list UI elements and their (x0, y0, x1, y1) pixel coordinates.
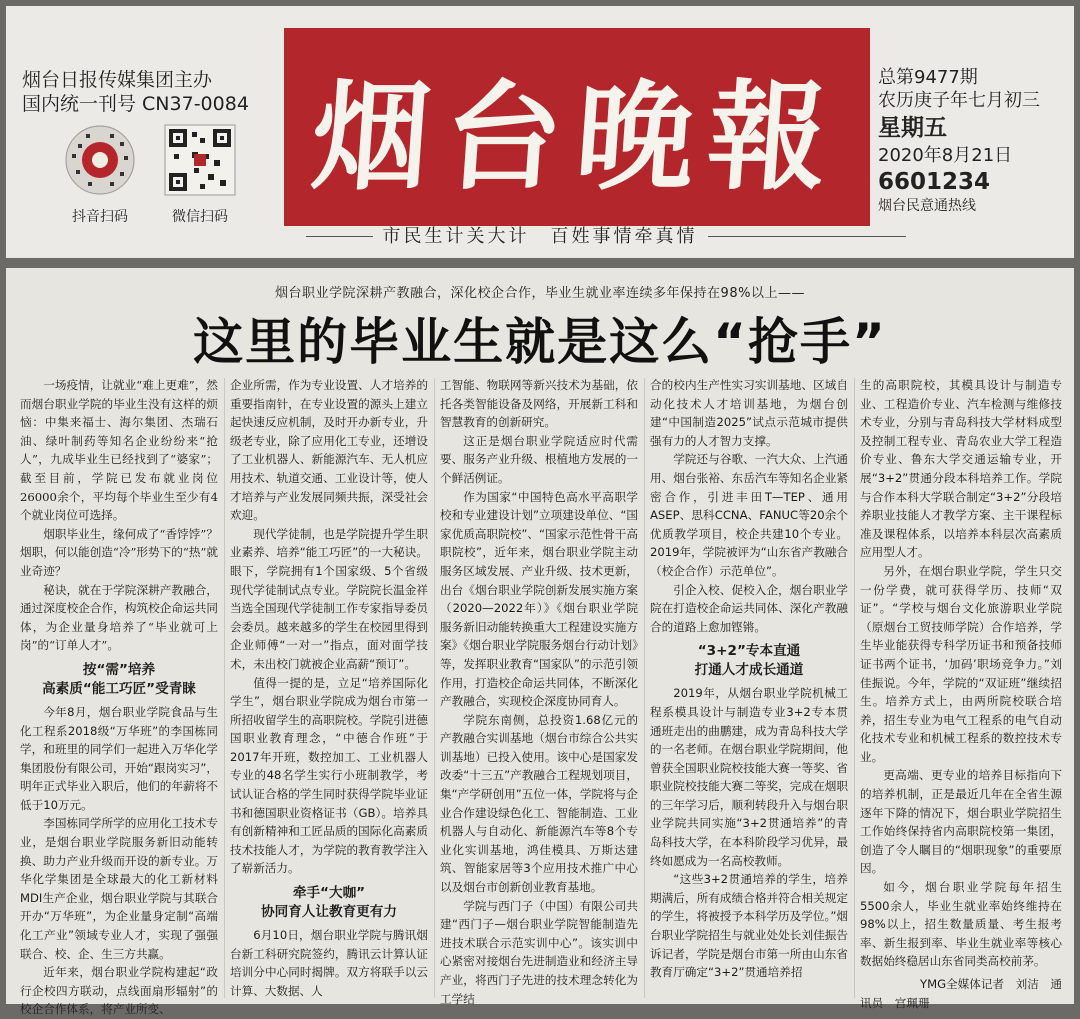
column-rule (434, 378, 435, 998)
body-paragraph: 合的校内生产性实习实训基地、区域自动化技术人才培训基地，为烟台创建“中国制造2025”试点示范城市提供强有力的人才智力支撑。 (650, 378, 848, 448)
byline-line: YMG全媒体记者 刘洁 通 (919, 977, 1062, 991)
page-divider (6, 258, 1074, 268)
hotline-label: 烟台民意通热线 (878, 198, 976, 214)
weekday: 星期五 (878, 115, 947, 141)
lunar-date: 农历庚子年七月初三 (878, 90, 1040, 111)
body-paragraph: 学院还与谷歌、一汽大众、上汽通用、烟台张裕、东岳汽车等知名企业紧密合作，引进丰田T—TEP、通用ASEP、思科CCNA、FANUC等20余个优质教学项目，校企共建10个专业。2019年，学院被评为“山东省产教融合（校企合作）示范单位”。 (650, 452, 848, 578)
article-headline: 这里的毕业生就是这么“抢手” (193, 313, 887, 371)
article-column-2 (230, 376, 428, 1002)
body-paragraph: 引企入校、促校入企，烟台职业学院在打造校企命运共同体、深化产教融合的道路上愈加铿锵。 (650, 582, 848, 634)
body-paragraph: 近年来，烟台职业学院构建起“政行企校四方联动，点线面扇形辐射”的校企合作体系，将产业所变、 (20, 965, 218, 1017)
subhead-line: “3+2”专本直通 (697, 643, 801, 660)
lead-paragraph: 秘诀，就在于学院深耕产教融合，通过深度校企合作，构筑校企命运共同体，为企业量身培养了“毕业就可上岗”的“订单人才”。 (20, 582, 218, 653)
section-subhead (650, 642, 848, 680)
article-kicker: 烟台职业学院深耕产教融合，深化校企合作，毕业生就业率连续多年保持在98%以上—— (275, 286, 805, 301)
masthead (6, 6, 1074, 256)
body-paragraph: 作为国家“中国特色高水平高职学校和专业建设计划”立项建设单位、“国家优质高职院校”、“国家示范性骨干高职院校”，近年来，烟台职业学院主动服务区域发展、产业升级、技术更新，出台《烟台职业学院创新发展实施方案（2020—2022年）》《烟台职业学院服务新旧动能转换重大工程建设实施方案》《烟台职业学院服务烟台行动计划》等，发挥职业教育“国家队”的示范引领作用，打造校企命运共同体，不断深化产教融合，实现校企深度协同育人。 (440, 489, 638, 709)
douyin-qr[interactable] (62, 124, 138, 226)
slogan-text: 市民生计关大计 百姓事情牵真情 (373, 226, 708, 247)
qr-codes (62, 124, 238, 226)
section-subhead (20, 661, 218, 699)
body-paragraph: 工智能、物联网等新兴技术为基础，依托各类智能设备及网络，开展新工科和智慧教育的创新研究。 (440, 378, 638, 430)
douyin-qr-icon (64, 124, 136, 196)
article-column-4 (650, 376, 848, 1002)
body-paragraph: 学院与西门子（中国）有限公司共建“西门子—烟台职业学院智能制造先进技术联合示范实训中心”。该实训中心紧密对接烟台先进制造业和经济主导产业，将西门子先进的技术理念转化为工学结 (440, 898, 638, 1006)
hotline-number: 6601234 (878, 169, 991, 195)
body-paragraph: 这正是烟台职业学院适应时代需要、服务产业升级、根植地方发展的一个鲜活例证。 (440, 433, 638, 485)
body-paragraph: 更高端、更专业的培养目标指向下的培养机制，正是最近几年在全省生源逐年下降的情况下，烟台职业学院招生工作始终保持省内高职院校第一集团，创造了令人瞩目的“烟职现象”的重要原因。 (860, 768, 1062, 876)
body-paragraph: 李国栋同学所学的应用化工技术专业，是烟台职业学院服务新旧动能转换、助力产业升级而开设的新专业。万华化学集团是全球最大的化工新材料MDI生产企业，烟台职业学院与其联合开办“万华班”，为企业量身定制“高端化工产业”领域专业人才，实现了强强联合、校、企、生三方共赢。 (20, 816, 218, 961)
article-column-1 (20, 376, 218, 1017)
article-column-5 (860, 376, 1062, 1010)
body-paragraph: 现代学徒制，也是学院提升学生职业素养、培养“能工巧匠”的一大秘诀。眼下，学院拥有1个国家级、5个省级现代学徒制试点专业。学院院长温金祥当选全国现代学徒制工作专家指导委员会委员。越来越多的学生在校园里得到企业师傅“一对一”指点，面对面学技术，未出校门就被企业高薪“预订”。 (230, 526, 428, 671)
lead-paragraph: 烟职毕业生，缘何成了“香饽饽”？烟职，何以能创造“冷”形势下的“热”就业奇迹？ (20, 526, 218, 578)
body-paragraph: 2019年，从烟台职业学院机械工程系模具设计与制造专业3+2专本贯通班走出的曲鹏建，成为青岛科技大学的一名老师。在烟台职业学院期间，他曾获全国职业院校技能大赛一等奖、省职业院校技能大赛二等奖，完成在烟职的三年学习后，顺利转段升入与烟台职业学院共同实施“3+2贯通培养”的青岛科技大学，在本科阶段学习优异，最终如愿成为一名高校教师。 (650, 686, 848, 868)
article-column-3 (440, 376, 638, 1006)
subhead-line: 按“需”培养 (82, 661, 156, 678)
body-paragraph: 如今，烟台职业学院每年招生5500余人，毕业生就业率始终维持在98%以上，招生数量质量、考生报考率、新生报到率、毕业生就业率等核心数据始终稳居山东省同类高校前茅。 (860, 880, 1062, 969)
subhead-line: 牵手“大咖” (292, 885, 366, 902)
wechat-qr-icon (164, 124, 236, 196)
column-rule (644, 378, 645, 998)
wechat-caption: 微信扫码 (172, 209, 228, 225)
issue-info (878, 66, 1068, 215)
subhead-line: 打通人才成长通道 (694, 662, 804, 679)
byline-line: 讯员 宫珮珊 (860, 995, 930, 1010)
byline (860, 975, 1062, 1012)
article (6, 268, 1074, 1017)
publisher-info (22, 68, 249, 116)
body-paragraph: 另外，在烟台职业学院，学生只交一份学费，就可获得学历、技师“双证”。“学校与烟台文化旅游职业学院（原烟台工贸技师学院）合作培养，学生毕业能获得专科学历证书和预备技师证书两个证书，‘加码’职场竞争力。”刘佳振说。今年，学院的“双证班”继续招生。培养方式上，由两所院校联合培养，招生专业为电气工程系的电气自动化技术专业和机械工程系的数控技术专业。 (860, 563, 1062, 764)
newspaper-title: 烟台晚報 (307, 67, 846, 206)
body-paragraph: 今年8月，烟台职业学院食品与生化工程系2018级“万华班”的李国栋同学，和班里的同学们一起进入万华化学集团股份有限公司，开始“跟岗实习”，明年正式毕业入职后，他们的年薪将不低于10万元。 (20, 704, 218, 812)
body-paragraph: 值得一提的是，立足“培养国际化学生”，烟台职业学院成为烟台市第一所招收留学生的高职院校。学院引进德国职业教育理念，“中德合作班”于2017年开班，数控加工、工业机器人专业的48名学生实行小班制教学，考试认证合格的学生同时获得学院毕业证书和德国职业资格证书（GB）。培养具有创新精神和工匠品质的国际化高素质技术技能人才，为学院的教育教学注入了崭新活力。 (230, 675, 428, 876)
douyin-caption: 抖音扫码 (72, 209, 128, 225)
column-rule (854, 378, 855, 998)
publication-date: 2020年8月21日 (878, 145, 1013, 166)
body-paragraph: 生的高职院校，其模具设计与制造专业、工程造价专业、汽车检测与维修技术专业，分别与青岛科技大学材料成型及控制工程专业、青岛农业大学工程造价专业、鲁东大学交通运输专业，开展“3+2”贯通分段本科培养工作。学院与合作本科大学联合制定“3+2”分段培养职业技能人才教学方案、主干课程标准及课程体系，以培养本科层次高素质应用型人才。 (860, 378, 1062, 560)
body-paragraph: “这些3+2贯通培养的学生，培养期满后，所有成绩合格并符合相关规定的学生，将被授予本科学历及学位。”烟台职业学院招生与就业处处长刘佳振告诉记者，学院是烟台市第一所由山东省教育厅确定“3+2”贯通培养招 (650, 872, 848, 980)
slogan (6, 222, 1074, 248)
registration-number: 国内统一刊号 CN37-0084 (22, 93, 249, 115)
newspaper-title-block (284, 28, 870, 226)
wechat-qr[interactable] (162, 124, 238, 226)
section-subhead (230, 884, 428, 922)
column-rule (224, 378, 225, 998)
newspaper-page (6, 6, 1074, 1017)
subhead-line: 高素质“能工巧匠”受青睐 (42, 680, 196, 697)
subhead-line: 协同育人让教育更有力 (261, 904, 397, 921)
lead-paragraph: 一场疫情，让就业“难上更难”，然而烟台职业学院的毕业生没有这样的烦恼：中集来福士、海尔集团、杰瑞石油、绿叶制药等知名企业纷纷来“抢人”，九成毕业生已经找到了“婆家”；截至目前，学院已发布就业岗位26000余个，平均每个毕业生至少有4个就业岗位可选择。 (20, 378, 218, 523)
issue-number: 总第9477期 (878, 67, 978, 88)
body-paragraph: 6月10日，烟台职业学院与腾讯烟台新工科研究院签约，腾讯云计算认证培训分中心同时揭牌。双方将联手以云计算、大数据、人 (230, 928, 428, 998)
publisher-name: 烟台日报传媒集团主办 (22, 69, 213, 91)
body-paragraph: 企业所需，作为专业设置、人才培养的重要指南针，在专业设置的源头上建立起快速反应机制，及时开办新专业，升级老专业，除了应用化工专业，还增设了工业机器人、新能源汽车、无人机应用技术、轨道交通、工业设计等，使人才培养与产业发展同频共振，深受社会欢迎。 (230, 378, 428, 523)
body-paragraph: 学院东南侧，总投资1.68亿元的产教融合实训基地（烟台市综合公共实训基地）已投入使用。该中心是国家发改委“十三五”产教融合工程规划项目，集“产学研创用”五位一体，学院将与企业合作建设绿色化工、智能制造、工业机器人与自动化、新能源汽车等8个专业化实训基地，鸿佳模具、万斯达建筑、智能家居等3个应用技术推广中心以及烟台市创新创业教育基地。 (440, 712, 638, 895)
